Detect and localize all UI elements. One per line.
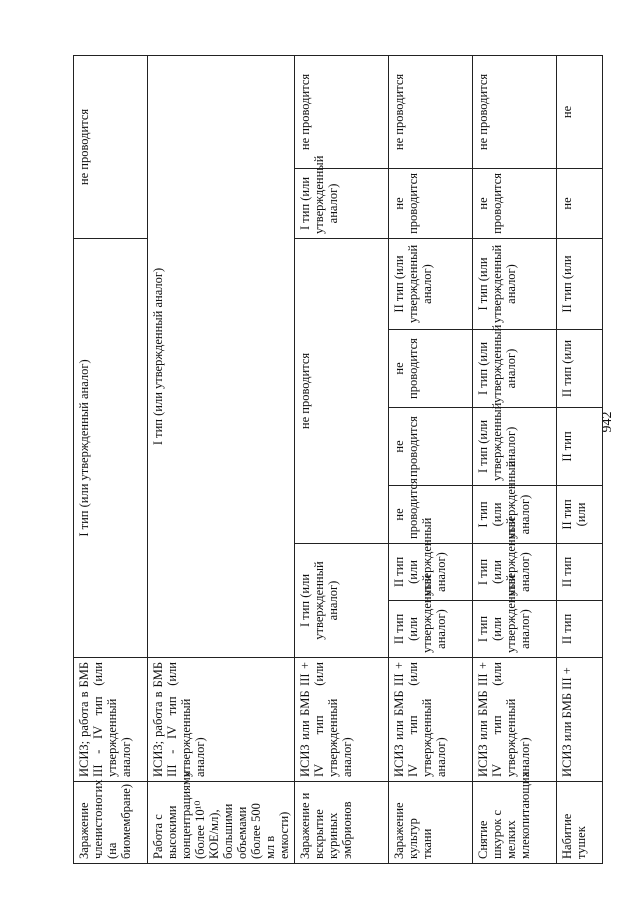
table-cell: не проводится (389, 486, 473, 544)
table-cell: II тип (или (557, 330, 603, 408)
activity-name: Заражение членистоногих (на биомембране) (74, 782, 148, 864)
merged-cell: не проводится (295, 55, 389, 168)
activity-name: Работа с высокими концентрациями (более 10¹⁰ КОЕ/мл), большими объемами (более 500 мл в емкости) (148, 782, 295, 864)
table-cell: не проводится (389, 408, 473, 486)
bmb-requirement: ИСИЗ или БМБ III + IV тип (или утвержденный аналог) (473, 658, 557, 782)
table-cell: не проводится (473, 55, 557, 168)
table-cell: не (557, 168, 603, 238)
merged-cell: I тип (или утвержденный аналог) (148, 55, 295, 657)
table-cell: не проводится (389, 330, 473, 408)
activity-name: Заражение культур ткани (389, 782, 473, 864)
bmb-requirement: ИСИЗ или БМБ III + IV тип (или утвержденный аналог) (389, 658, 473, 782)
table-cell: II тип (или утвержденный аналог) (389, 544, 473, 601)
table-cell: II тип (557, 601, 603, 658)
merged-cell: I тип (или утвержденный аналог) (74, 238, 148, 657)
table-cell: I тип (или утвержденный аналог) (473, 544, 557, 601)
table-cell: не проводится (389, 55, 473, 168)
bmb-requirement: ИСИЗ; работа в БМБ III - IV тип (или утвержденный аналог) (74, 658, 148, 782)
table-cell: I тип (или утвержденный аналог) (473, 408, 557, 486)
table-cell: II тип (557, 408, 603, 486)
table-cell: II тип (или (557, 486, 603, 544)
table-row (74, 55, 148, 863)
merged-cell: не проводится (74, 55, 148, 238)
activity-name: Набитие тушек (557, 782, 603, 864)
merged-cell: I тип (или утвержденный аналог) (295, 544, 389, 658)
table-cell: не проводится (473, 168, 557, 238)
table-row (295, 55, 389, 863)
table-cell: I тип (или утвержденный аналог) (295, 168, 389, 238)
table-cell: II тип (или утвержденный аналог) (389, 238, 473, 329)
bmb-requirement: ИСИЗ; работа в БМБ III - IV тип (или утвержденный аналог) (148, 658, 295, 782)
table-cell: II тип (557, 544, 603, 601)
table-cell: не (557, 55, 603, 168)
table-row (473, 55, 557, 863)
table-cell: II тип (или утвержденный аналог) (389, 601, 473, 658)
table-row (389, 55, 473, 863)
table-cell: I тип (или утвержденный аналог) (473, 486, 557, 544)
table-cell: I тип (или утвержденный аналог) (473, 238, 557, 329)
biosafety-table (73, 55, 603, 864)
activity-name: Заражение и вскрытие куриных эмбрионов (295, 782, 389, 864)
table-row (148, 55, 295, 863)
table-cell: I тип (или утвержденный аналог) (473, 601, 557, 658)
activity-name: Снятие шкурок с мелких млекопитающих (473, 782, 557, 864)
table-cell: I тип (или утвержденный аналог) (473, 330, 557, 408)
merged-cell: не проводится (295, 238, 389, 543)
bmb-requirement: ИСИЗ или БМБ III + IV тип (или утвержденный аналог) (295, 658, 389, 782)
bmb-requirement: ИСИЗ или БМБ III + (557, 658, 603, 782)
rotated-table-container (73, 56, 588, 864)
table-row (557, 55, 603, 863)
table-cell: II тип (или (557, 238, 603, 329)
table-cell: не проводится (389, 168, 473, 238)
